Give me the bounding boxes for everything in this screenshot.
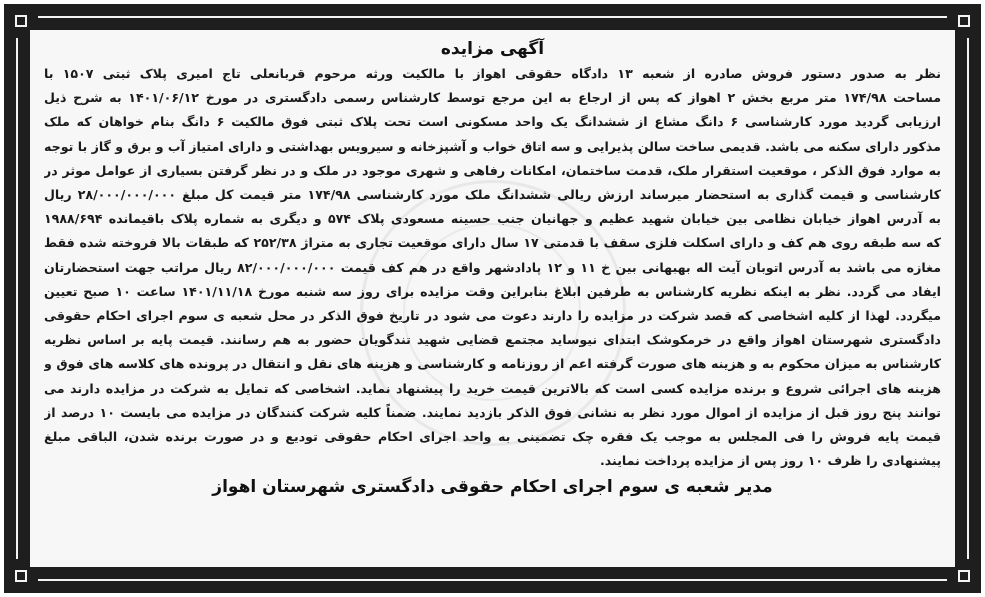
- notice-line: مذکور دارای سکنه می باشد. قدیمی ساخت سالن پذیرایی و سه اتاق خواب و آشپزخانه و سیرویس بهداشتی و دارای امتیاز آب و برق و گاز با توجه: [44, 138, 941, 154]
- notice-line: مساحت ۱۷۴/۹۸ متر مربع بخش ۲ اهواز که پس از ارجاع به این مرجع توسط کارشناس رسمی دادگستری در مورخ ۱۴۰۱/۰۶/۱۲ به شرح ذیل: [44, 90, 941, 106]
- notice-line: ایفاد می گردد. نظر به اینکه نظریه کارشناس به طرفین ابلاغ بنابراین وقت مزایده برای روز سه شنبه مورخ ۱۴۰۱/۱۱/۱۸ ساعت ۱۰ صبح تعیین: [44, 283, 941, 299]
- notice-line: که سه طبقه روی هم کف و دارای اسکلت فلزی سقف با قدمتی ۱۷ سال دارای موقعیت تجاری به متراژ ۲۵۲/۳۸ که طبقات بالا فروخته شده فقط: [44, 235, 941, 251]
- notice-line: به آدرس اهواز خیابان نظامی بین خیابان شهید عظیم و جهانیان جنب حسینه مسعودی پلاک ۵۷۴ و دیگری به شماره پلاک باقیمانده ۱۹۸۸/۶۹۴: [44, 211, 941, 227]
- notice-line: میگردد. لهذا از کلیه اشخاصی که قصد شرکت در مزایده را دارند دعوت می شود در تاریخ فوق الذکر در محل شعبه ی سوم اجرای احکام حقوقی: [44, 308, 941, 324]
- notice-line: توانند پنج روز قبل از مزایده از اموال مورد نظر به نشانی فوق الذکر بازدید نمایند. ضمناً کلیه شرکت کنندگان در مزایده می بایست ۱۰ درصد از: [44, 404, 941, 420]
- notice-line: قیمت پایه فروش را فی المجلس به موجب یک فقره چک تضمینی به واحد اجرای احکام حقوقی تودیع و در صورت برنده شدن، الباقی مبلغ: [44, 429, 941, 445]
- notice-line: مغازه می باشد به آدرس اتوبان آیت اله بهبهانی بین خ ۱۱ و ۱۲ پادادشهر واقع در هم کف قیمت ۸۲/۰۰۰/۰۰۰/۰۰۰ ریال مراتب جهت استحضارتان: [44, 259, 941, 275]
- notice-line: نظر به صدور دستور فروش صادره از شعبه ۱۳ دادگاه حقوقی اهواز با مالکیت ورثه مرحوم قربانعلی تاج امیری پلاک ثبتی ۱۵۰۷ با: [44, 66, 941, 81]
- notice-line: پیشنهادی را ظرف ۱۰ روز پس از مزایده پرداخت نمایند.: [600, 453, 941, 469]
- notice-line: ارزیابی گردید مورد کارشناسی ۶ دانگ مشاع از ششدانگ یک واحد مسکونی است تحت پلاک ثبتی فوق مالکیت ۶ دانگ بنام خواهان که ملک: [44, 114, 941, 130]
- notice-line: دادگستری شهرستان اهواز واقع در خرمکوشک ابتدای نیوساید مجتمع قضایی شهید تندگویان حضور به هم رسانند. قیمت پایه بر اساس نظریه: [44, 332, 941, 348]
- notice-line: کارشناس به میزان محکوم به و هزینه های صورت گرفته اعم از روزنامه و کارشناسی و هزینه های نقل و انتقال در پرونده های کلاسه های فوق و: [44, 356, 941, 372]
- notice-body: [44, 62, 941, 473]
- notice-line: کارشناسی و قیمت گذاری به استحضار میرساند ارزش ریالی ششدانگ ملک مورد کارشناسی ۱۷۴/۹۸ متر قیمت کل مبلغ ۲۸/۰۰۰/۰۰۰/۰۰۰ ریال: [44, 187, 941, 203]
- notice-paper: [30, 30, 955, 567]
- notice-line: هزینه های اجرائی شروع و برنده مزایده کسی است که بالاترین قیمت خرید را پیشنهاد نماید. اشخاصی که تمایل به شرکت در مزایده دارند می: [44, 380, 941, 396]
- notice-line: به موارد فوق الذکر ، موقعیت استقرار ملک، قدمت ساختمان، امکانات رفاهی و شهری موجود در ملک و در نظر گرفتن بسیاری از عوامل موثر در: [44, 162, 941, 178]
- notice-title: آگهی مزایده: [440, 39, 545, 59]
- notice-signature: مدیر شعبه ی سوم اجرای احکام حقوقی دادگستری شهرستان اهواز: [212, 477, 773, 498]
- notice-border-frame: [4, 4, 981, 593]
